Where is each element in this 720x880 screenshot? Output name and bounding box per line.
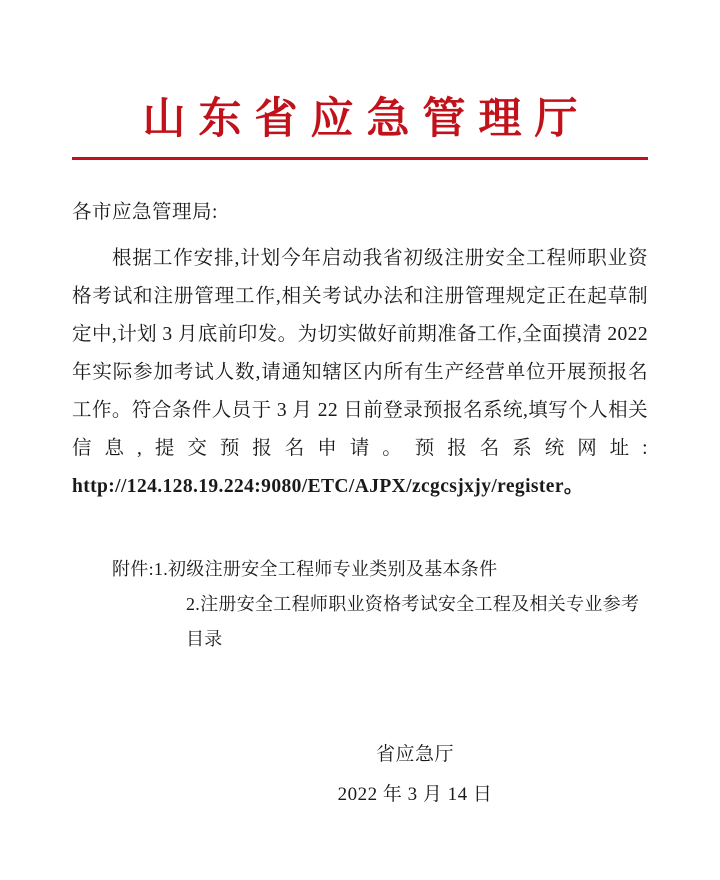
- signer-name: 省应急厅: [375, 743, 454, 765]
- document-body: [72, 198, 648, 814]
- letterhead-divider: [72, 157, 648, 160]
- document-page: [0, 96, 720, 880]
- document-date: 2022 年 3 月 14 日: [337, 783, 493, 805]
- letterhead-title: 山东省应急管理厅: [142, 96, 591, 143]
- attachment-item-1: 1.初级注册安全工程师专业类别及基本条件: [153, 558, 498, 579]
- letterhead: [72, 96, 648, 160]
- salutation: 各市应急管理局:: [72, 202, 218, 224]
- attachments-block: [72, 552, 648, 657]
- attachment-row: [112, 587, 648, 657]
- signature-block: [72, 735, 648, 815]
- body-paragraph: [72, 240, 648, 506]
- registration-url[interactable]: http://124.128.19.224:9080/ETC/AJPX/zcgcsjxjy/register。: [72, 475, 584, 497]
- attachment-item-2: 2.注册安全工程师职业资格考试安全工程及相关专业参考目录: [186, 593, 640, 649]
- attachments-label: 附件:: [112, 558, 154, 579]
- attachment-row: [112, 552, 648, 587]
- attachment-spacer: [112, 587, 186, 657]
- body-paragraph-text: 根据工作安排,计划今年启动我省初级注册安全工程师职业资格考试和注册管理工作,相关考试办法和注册管理规定正在起草制定中,计划 3 月底前印发。为切实做好前期准备工作,全面摸清 2022 年实际参加考试人数,请通知辖区内所有生产经营单位开展预报名工作。符合条件人员于 3 月 22 日前登录预报名系统,填写个人相关信息,提交预报名申请。预报名系统网址:: [72, 247, 648, 459]
